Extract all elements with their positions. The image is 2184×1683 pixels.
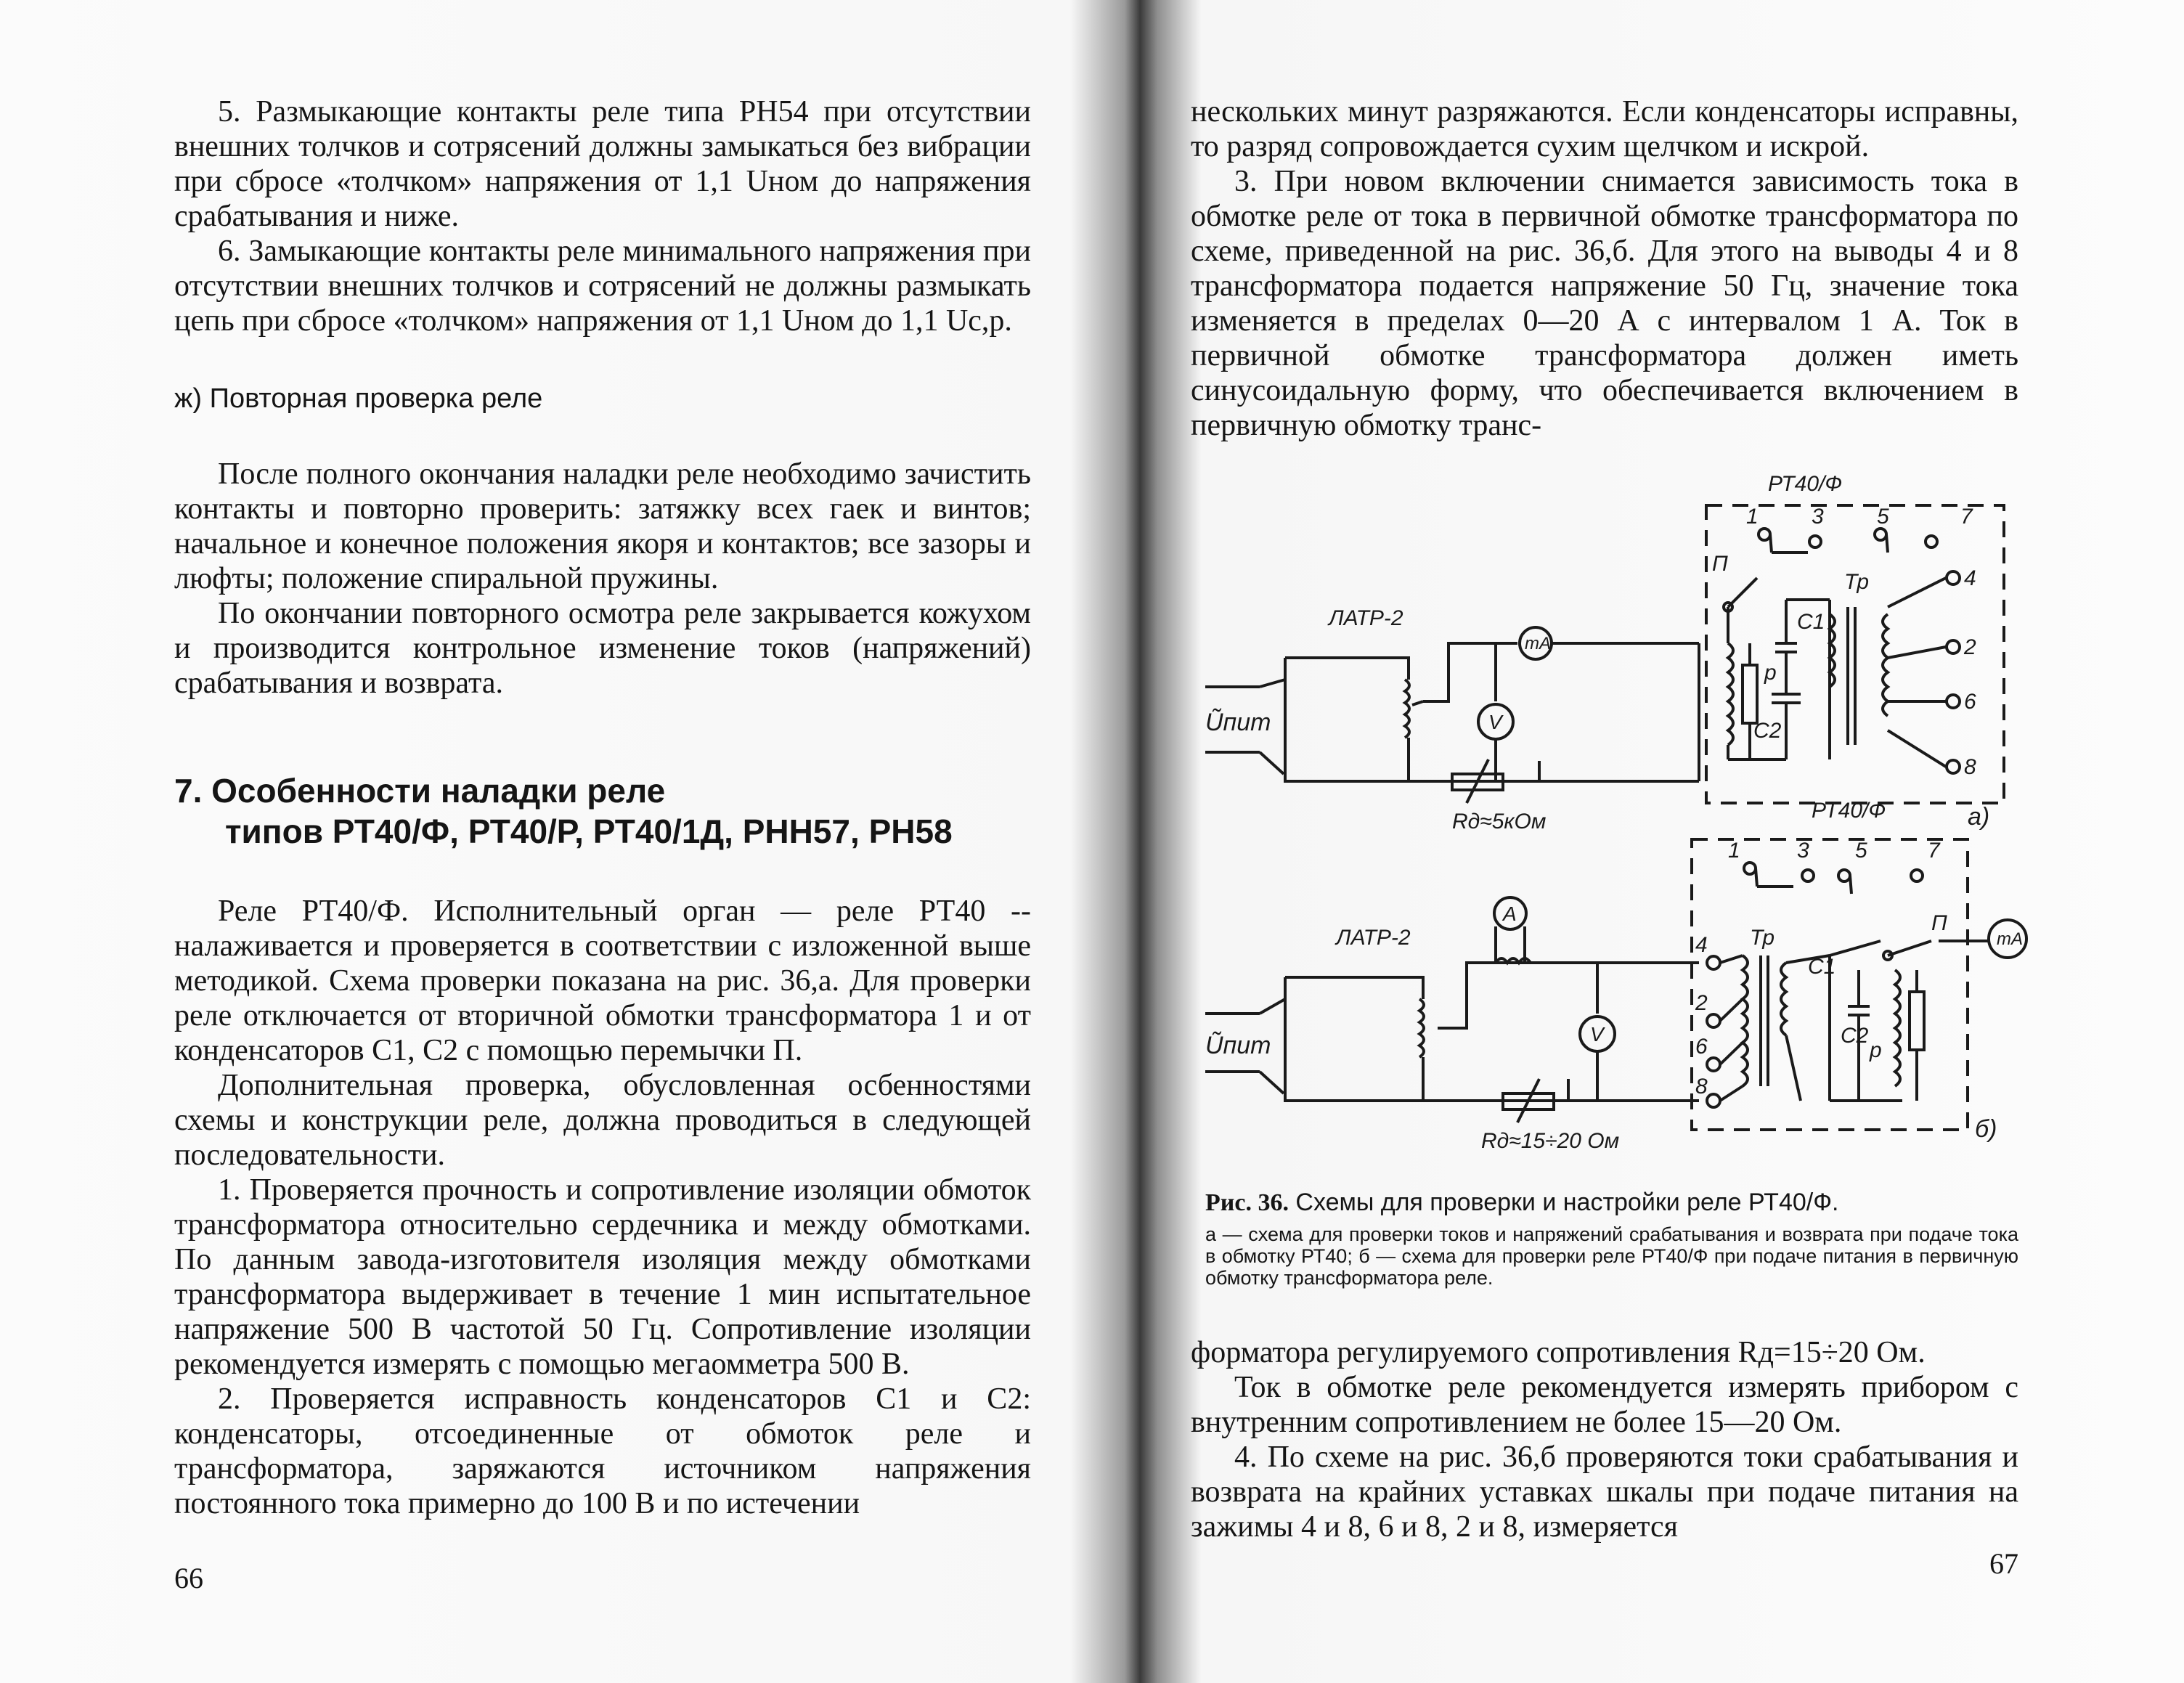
label-ma-a: mA	[1525, 634, 1551, 653]
label-latr-b: ЛАТР-2	[1336, 926, 1411, 950]
terminal-label: 7	[1928, 839, 1940, 863]
paragraph: После полного окончания наладки реле необходимо зачистить контакты и повторно проверить: затяжку всех гаек и винтов; начальное и конечное положения якоря и контактов; все зазоры и люфты; положение спиральной пружины.	[174, 457, 1031, 595]
caption-figure-number: Рис. 36.	[1205, 1189, 1289, 1216]
label-rt40-bottom: РТ40/Ф	[1812, 799, 1886, 823]
paragraph: 2. Проверяется исправность конденсаторов C1 и C2: конденсаторы, отсоединенные от обмоток реле и трансформатора, заряжаются источником напряжения постоянного тока примерно до 100 В и по истечении	[174, 1382, 1031, 1520]
label-c1-b: C1	[1808, 955, 1836, 979]
label-resistor-b: Rд≈15÷20 Ом	[1481, 1129, 1620, 1153]
terminal-label: 6	[1695, 1035, 1708, 1059]
terminal-label: 8	[1964, 755, 1976, 779]
terminal-label: 4	[1695, 933, 1708, 957]
label-supply-b: Ũпит	[1205, 1032, 1271, 1059]
after-figure-text	[1191, 1335, 2018, 1544]
section-heading	[174, 770, 1031, 852]
terminal-label: 7	[1960, 505, 1973, 529]
terminal-label: 6	[1964, 690, 1976, 714]
paragraph: 1. Проверяется прочность и сопротивление изоляции обмоток трансформатора относительно сердечника и между обмотками. По данным завода-изготовителя изоляция между обмотками трансформатора выдерживает в течение 1 мин испытательное напряжение 500 В частотой 50 Гц. Сопротивление изоляции рекомендуется измерять с помощью мегаомметра 500 В.	[174, 1173, 1031, 1381]
label-jumper-b: П	[1931, 911, 1947, 935]
left-text-column	[174, 94, 1031, 1521]
terminal-label: 2	[1695, 991, 1708, 1015]
paragraph: 4. По схеме на рис. 36,б проверяются токи срабатывания и возврата на крайних уставках шкалы при подаче питания на зажимы 4 и 8, 6 и 8, 2 и 8, измеряется	[1191, 1440, 2018, 1544]
section-heading-line1: 7. Особенности наладки реле	[174, 772, 666, 810]
terminal-label: 5	[1877, 505, 1889, 529]
label-c1-a: C1	[1797, 610, 1825, 634]
label-p-a: р	[1764, 661, 1777, 685]
terminal-label: 8	[1695, 1075, 1708, 1099]
label-latr-a: ЛАТР-2	[1329, 606, 1403, 630]
label-v-b: V	[1590, 1023, 1604, 1046]
page-number: 66	[174, 1562, 203, 1594]
paragraph: Дополнительная проверка, обусловленная осбенностями схемы и конструкции реле, должна проводиться в следующей последовательности.	[174, 1069, 1031, 1172]
paragraph: 6. Замыкающие контакты реле минимального напряжения при отсутствии внешних толчков и сотрясений не должны размыкать цепь при сбросе «толчком» напряжения от 1,1 Uном до 1,1 Uс,р.	[174, 235, 1031, 338]
paragraph: 5. Размыкающие контакты реле типа РН54 при отсутствии внешних толчков и сотрясений должны замыкаться без вибрации при сбросе «толчком» напряжения от 1,1 Uном до напряжения срабатывания и ниже.	[174, 95, 1031, 233]
caption-title	[1205, 1188, 2018, 1218]
paragraph: По окончании повторного осмотра реле закрывается кожухом и производится контрольное изменение токов (напряжений) срабатывания и возврата.	[174, 597, 1031, 700]
terminal-label: 4	[1964, 566, 1976, 590]
terminal-label: 1	[1746, 505, 1759, 529]
paragraph: форматора регулируемого сопротивления Rд=15÷20 Ом.	[1191, 1336, 1926, 1369]
terminal-label: 5	[1855, 839, 1867, 863]
paragraph: нескольких минут разряжаются. Если конденсаторы исправны, то разряд сопровождается сухим щелчком и искрой.	[1191, 95, 2018, 163]
label-p-b: р	[1870, 1038, 1882, 1062]
label-ma-b: mA	[1997, 929, 2023, 949]
section-heading-line2: типов РТ40/Ф, РТ40/Р, РТ40/1Д, РНН57, РН58	[225, 812, 953, 850]
right-page	[1133, 0, 2184, 1683]
page-number: 67	[1989, 1547, 2018, 1580]
paragraph: Реле РТ40/Ф. Исполнительный орган — реле РТ40 -- налаживается и проверяется в соответствии с изложенной выше методикой. Схема проверки показана на рис. 36,а. Для проверки реле отключается от вторичной обмотки трансформатора 1 и от конденсаторов C1, C2 с помощью перемычки П.	[174, 895, 1031, 1067]
label-c2-b: C2	[1841, 1024, 1869, 1048]
figure-caption	[1191, 1188, 2018, 1289]
figure-36	[1191, 462, 2023, 1188]
label-a-b: A	[1503, 902, 1517, 925]
caption-text: а — схема для проверки токов и напряжений срабатывания и возврата при подаче тока в обмотку РТ40; б — схема для проверки реле РТ40/Ф при подаче питания в первичную обмотку трансформатора реле.	[1205, 1223, 2018, 1289]
label-jumper-a: П	[1712, 552, 1728, 576]
terminal-label: 3	[1797, 839, 1809, 863]
label-c2-a: C2	[1753, 719, 1782, 743]
label-tr-b: Тр	[1750, 926, 1775, 950]
label-resistor-a: Rд≈5кОм	[1452, 810, 1547, 834]
label-rt40-top: РТ40/Ф	[1768, 472, 1843, 496]
subheading: ж) Повторная проверка реле	[174, 383, 543, 414]
label-v-a: V	[1488, 711, 1502, 733]
right-text-column	[1191, 94, 2023, 1544]
paragraph: 3. При новом включении снимается зависимость тока в обмотке реле от тока в первичной обмотке трансформатора по схеме, приведенной на рис. 36,б. Для этого на выводы 4 и 8 трансформатора подается напряжение 50 Гц, значение тока изменяется в пределах 0—20 А с интервалом 1 А. Ток в первичной обмотке трансформатора должен иметь синусоидальную форму, что обеспечивается включением в первичную обмотку транс-	[1191, 165, 2018, 442]
figure-letter-b: б)	[1975, 1115, 1997, 1143]
paragraph: Ток в обмотке реле рекомендуется измерять прибором с внутренним сопротивлением не более 15—20 Ом.	[1191, 1371, 2018, 1439]
left-page	[0, 0, 1089, 1683]
circuit-diagrams	[1191, 462, 2023, 1173]
label-tr-a: Тр	[1844, 570, 1870, 594]
terminal-label: 2	[1964, 635, 1976, 659]
terminal-label: 3	[1812, 505, 1824, 529]
figure-letter-a: а)	[1968, 803, 1990, 831]
label-supply-a: Ũпит	[1205, 709, 1271, 736]
caption-title-text: Схемы для проверки и настройки реле РТ40/Ф.	[1295, 1189, 1839, 1216]
terminal-label: 1	[1728, 839, 1740, 863]
